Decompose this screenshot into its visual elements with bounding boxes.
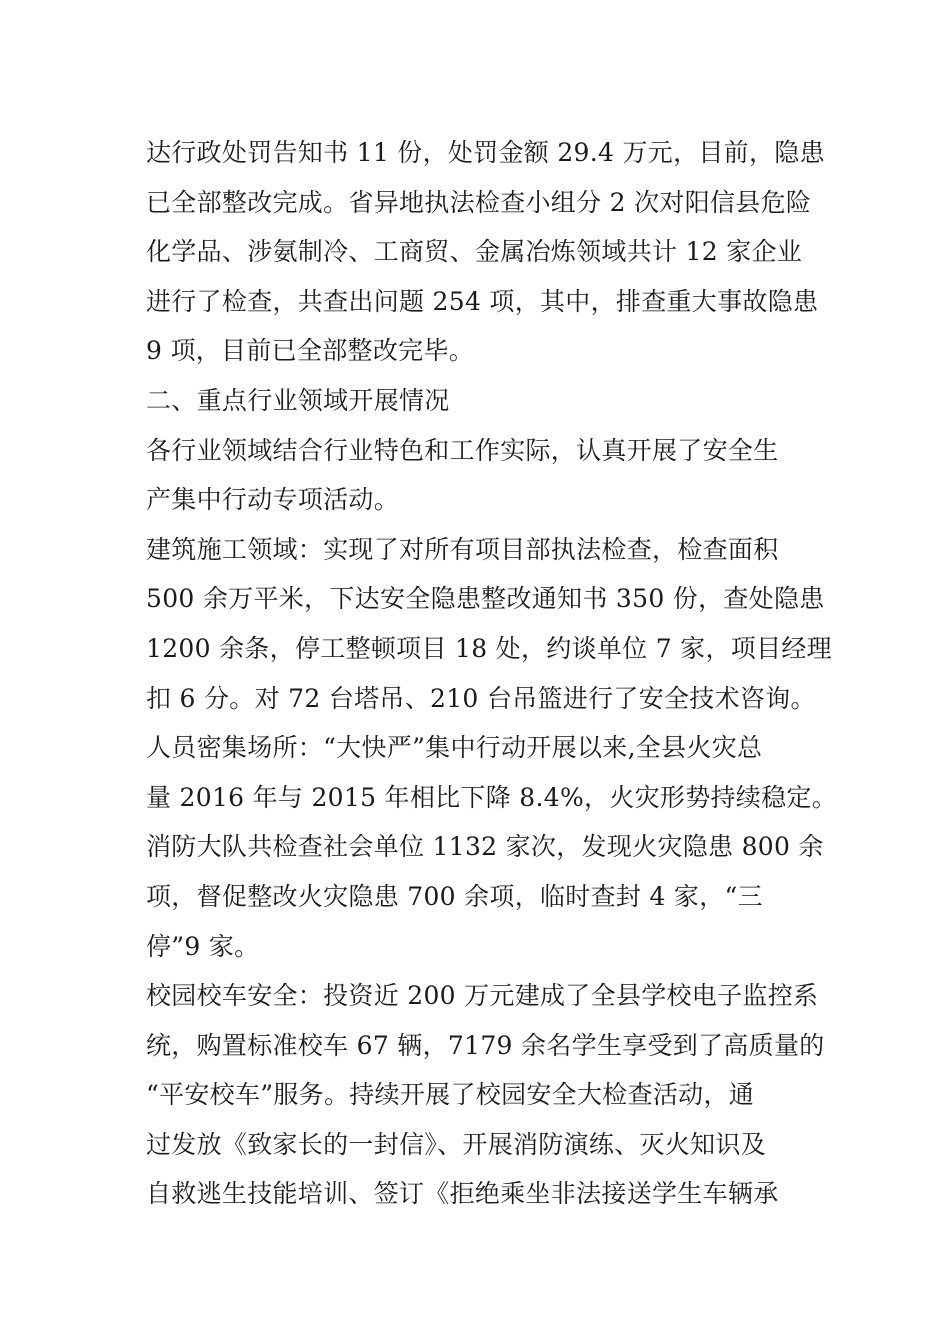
text-line: 消防大队共检查社会单位 1132 家次，发现火灾隐患 800 余 (146, 832, 824, 862)
section-heading: 二、重点行业领域开展情况 (146, 385, 450, 415)
text-line: 进行了检查，共查出问题 254 项，其中，排查重大事故隐患 (146, 286, 819, 316)
text-line: 量 2016 年与 2015 年相比下降 8.4%，火灾形势持续稳定。 (146, 782, 837, 812)
text-line: 产集中行动专项活动。 (146, 485, 400, 515)
text-line: 500 余万平米，下达安全隐患整改通知书 350 份，查处隐患 (146, 584, 825, 614)
text-line: 校园校车安全：投资近 200 万元建成了全县学校电子监控系 (146, 981, 819, 1011)
text-line: 停”9 家。 (146, 931, 260, 961)
text-line: 扣 6 分。对 72 台塔吊、210 台吊篮进行了安全技术咨询。 (146, 683, 816, 713)
text-line: 建筑施工领域：实现了对所有项目部执法检查，检查面积 (146, 534, 779, 564)
text-line: 达行政处罚告知书 11 份，处罚金额 29.4 万元，目前，隐患 (146, 138, 825, 167)
text-line: 1200 余条，停工整顿项目 18 处，约谈单位 7 家，项目经理 (146, 633, 832, 663)
text-line: 自救逃生技能培训、签订《拒绝乘坐非法接送学生车辆承 (146, 1179, 779, 1209)
text-line: 9 项，目前已全部整改完毕。 (146, 336, 475, 366)
text-line: “平安校车”服务。持续开展了校园安全大检查活动，通 (146, 1080, 755, 1110)
text-line: 化学品、涉氨制冷、工商贸、金属冶炼领域共计 12 家企业 (146, 237, 803, 267)
text-line: 项，督促整改火灾隐患 700 余项，临时查封 4 家，“三 (146, 881, 763, 911)
text-line: 已全部整改完成。省异地执法检查小组分 2 次对阳信县危险 (146, 187, 812, 217)
text-line: 人员密集场所：“大快严”集中行动开展以来,全县火灾总 (146, 733, 763, 763)
body-text (146, 128, 837, 1219)
text-line: 统，购置标准校车 67 辆，7179 余名学生享受到了高质量的 (146, 1030, 825, 1060)
text-line: 过发放《致家长的一封信》、开展消防演练、灭火知识及 (146, 1129, 767, 1159)
text-line: 各行业领域结合行业特色和工作实际，认真开展了安全生 (146, 435, 779, 465)
